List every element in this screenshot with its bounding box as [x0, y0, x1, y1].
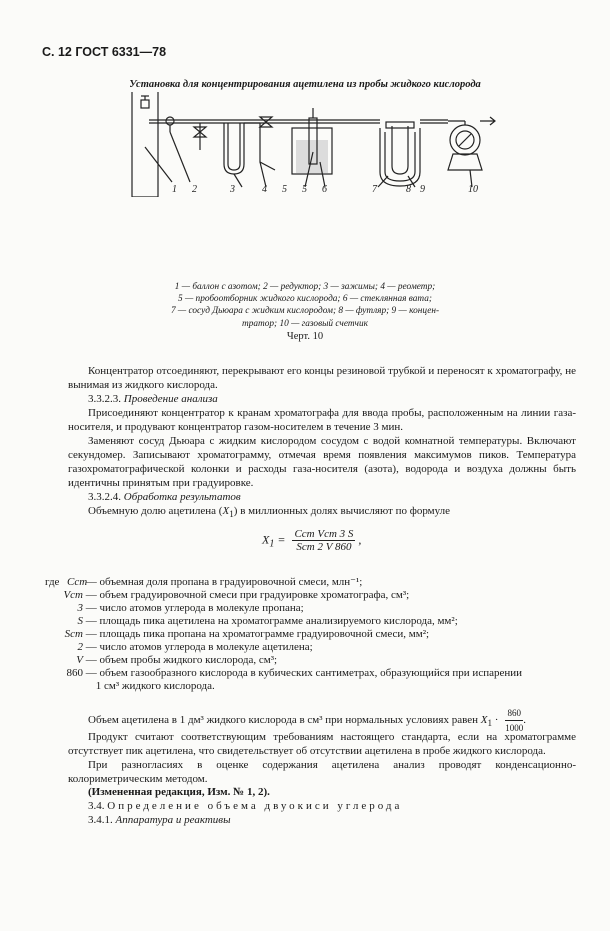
- fig-num-2: 2: [192, 184, 197, 195]
- fig-num-1: 1: [172, 184, 177, 195]
- section-number: 3.4.: [88, 800, 105, 812]
- fig-num-3: 3: [230, 184, 235, 195]
- where-row: 3 — число атомов углерода в молекуле пропана;: [77, 602, 304, 614]
- legend-line: 1 — баллон с азотом; 2 — редуктор; 3 — зажимы; 4 — реометр;: [174, 282, 436, 292]
- legend-line: 5 — пробоотборник жидкого кислорода; 6 — стеклянная вата;: [177, 294, 432, 305]
- figure-title: Установка для концентрирования ацетилена из пробы жидкого кислорода: [129, 79, 481, 90]
- fig-num-5a: 5: [282, 184, 287, 195]
- paragraph: Заменяют сосуд Дьюара с жидким кислородом сосудом с водой комнатной температуры. Включают секундомер. Записывают хроматограмму, отмечая время появления максимумов пиков. Температура газохроматографической колонки и расходы газа-носителя (азота), водорода и воздуха должны быть идентичны принятым при градуировке.: [68, 435, 576, 489]
- formula-fraction: $\frac{\text{Cст Vст 3 S}}{\text{Sст 2 V 860}}$: [294, 528, 354, 553]
- section-number: 3.3.2.4.: [88, 491, 121, 503]
- fig-num-4: 4: [262, 184, 267, 195]
- figure-legend: [140, 281, 470, 330]
- paragraph: Присоединяют концентратор к кранам хроматографа для ввода пробы, расположенным на линии газа-носителя, и продувают концентратор газом-носителем в течение 3 мин.: [68, 407, 576, 433]
- where-row: Sст — площадь пика пропана на хроматограмме градуировочной смеси, мм²;: [64, 628, 430, 640]
- where-list: [45, 576, 522, 693]
- section-heading: [88, 392, 218, 406]
- paragraph: Объем ацетилена в 1 дм³ жидкого кислорода в см³ при нормальных условиях равен $X_1$ · $\frac{860}{1000}$ .: [88, 708, 526, 733]
- page-header: С. 12 ГОСТ 6331—78: [42, 45, 167, 59]
- section-heading: [88, 490, 241, 504]
- fig-num-5b: 5: [302, 184, 307, 195]
- section-title: Обработка результатов: [123, 491, 241, 503]
- where-row: 1 см³ жидкого кислорода.: [95, 680, 215, 692]
- where-row: где Cст — объемная доля пропана в градуировочной смеси, млн⁻¹;: [45, 576, 363, 588]
- fig-num-7: 7: [372, 184, 377, 195]
- where-row: 2 — число атомов углерода в молекуле ацетилена;: [77, 641, 313, 653]
- legend-line: тратор; 10 — газовый счетчик: [242, 318, 368, 329]
- section-title: Определение объема двуокиси углерода: [107, 800, 403, 812]
- fig-num-8: 8: [406, 184, 411, 195]
- legend-line: 7 — сосуд Дьюара с жидким кислородом; 8 — футляр; 9 — концен-: [170, 306, 440, 317]
- volume-fraction: $\frac{860}{1000}$: [505, 708, 524, 733]
- section-title: Проведение анализа: [123, 393, 218, 405]
- figure-caption: Черт. 10: [286, 331, 324, 342]
- apparatus-diagram: [110, 92, 500, 197]
- section-title: Аппаратура и реактивы: [115, 814, 231, 826]
- fig-num-10: 10: [468, 184, 478, 195]
- section-heading: [88, 813, 231, 827]
- section-number: 3.4.1.: [88, 814, 113, 826]
- paragraph: Концентратор отсоединяют, перекрывают его концы резиновой трубкой и переносят к хроматографу, не вынимая из жидкого кислорода.: [68, 365, 576, 391]
- where-row: S — площадь пика ацетилена на хроматограмме анализируемого кислорода, мм²;: [77, 615, 458, 627]
- paragraph: Продукт считают соответствующим требованиям настоящего стандарта, если на хроматограмме отсутствует пик ацетилена, что свидетельствует об отсутствии ацетилена в пробе жидкого кислорода.: [68, 731, 576, 757]
- paragraph: Объемную долю ацетилена $(X_1)$ в миллионных долях вычисляют по формуле: [88, 505, 451, 520]
- formula: $X_1$ = $\frac{\text{Cст Vст 3 S}}{\text{Sст 2 V 860}}$ ,: [262, 528, 362, 553]
- fig-num-6: 6: [322, 184, 327, 195]
- paragraph: При разногласиях в оценке содержания ацетилена анализ проводят конденсационно-колориметрическим методом.: [68, 759, 576, 785]
- edition-note: (Измененная редакция, Изм. № 1, 2).: [88, 786, 270, 798]
- where-row: 860 — объем газообразного кислорода в кубических сантиметрах, образующийся при испарении: [66, 667, 523, 679]
- fig-num-9: 9: [420, 184, 425, 195]
- section-heading: [88, 799, 402, 813]
- where-row: V — объем пробы жидкого кислорода, см³;: [76, 654, 278, 666]
- where-row: Vст — объем градуировочной смеси при градуировке хроматографа, см³;: [63, 589, 410, 601]
- section-number: 3.3.2.3.: [88, 393, 121, 405]
